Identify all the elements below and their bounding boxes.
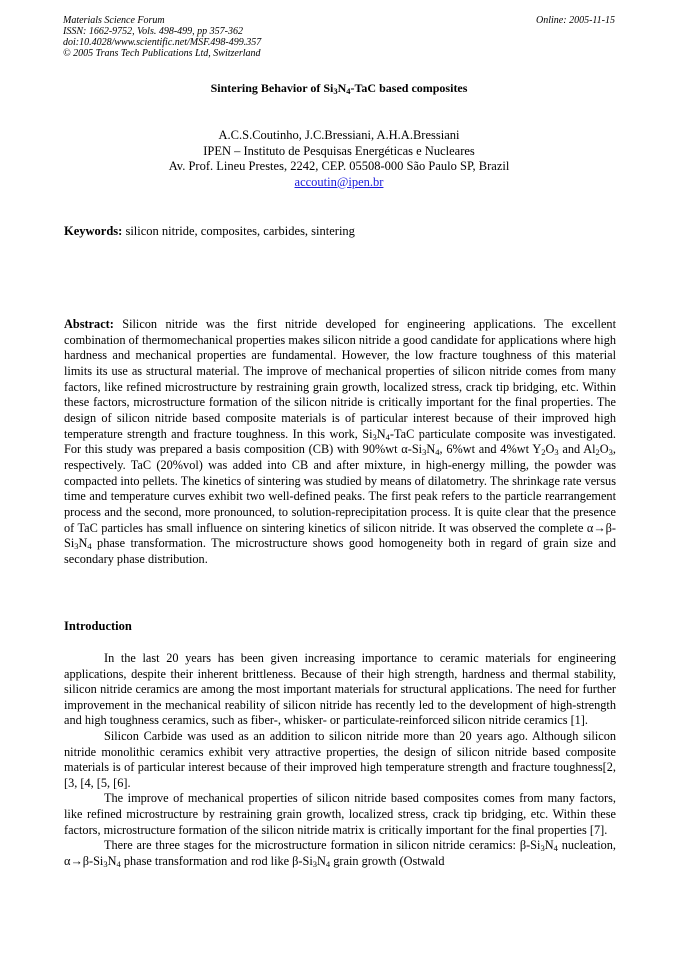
journal-copyright: © 2005 Trans Tech Publications Ltd, Switzerland xyxy=(63,48,261,59)
online-date: Online: 2005-11-15 xyxy=(536,15,615,26)
author-block xyxy=(0,128,678,190)
intro-paragraph: Silicon Carbide was used as an addition to silicon nitride more than 20 years ago. Although silicon nitride monolithic ceramics exhibit very attractive properties, the design of silicon nitride based composite materials is of particular interest because of their improved high temperature strength and fracture toughness[2, [3, [4, [5, [6]. xyxy=(64,728,616,790)
author-email-link[interactable]: accoutin@ipen.br xyxy=(294,174,384,189)
journal-doi: doi:10.4028/www.scientific.net/MSF.498-499.357 xyxy=(63,37,262,48)
keywords xyxy=(64,224,616,239)
keywords-label: Keywords: xyxy=(64,224,123,238)
introduction-body xyxy=(64,651,616,869)
intro-paragraph: There are three stages for the microstructure formation in silicon nitride ceramics: $\beta-Si_3N_4$ nucleation, $\alpha\to\beta-Si_3N_4$ phase transformation and rod like $\beta-Si_3N_4$ grain growth (Ostwald xyxy=(64,838,616,869)
journal-issn: ISSN: 1662-9752, Vols. 498-499, pp 357-362 xyxy=(63,26,243,37)
journal-name: Materials Science Forum xyxy=(63,15,165,26)
journal-header xyxy=(63,15,261,59)
keywords-text: silicon nitride, composites, carbides, sintering xyxy=(122,224,355,238)
paper-title: Sintering Behavior of $Si_3N_4$-TaC based composites xyxy=(210,81,468,96)
intro-paragraph: In the last 20 years has been given increasing importance to ceramic materials for engineering applications, despite their inherent brittleness. Because of their high strength, hardness and thermal stability, silicon nitride ceramics are among the most important materials for structural applications. The need for further improvement in the mechanical reability of silicon nitride has recently led to the development of high-strength and high toughness ceramics, such as fiber-, whisker- or particulate-reinforced silicon nitride ceramics [1]. xyxy=(64,651,616,728)
abstract: Abstract: Silicon nitride was the first nitride developed for engineering applications. The excellent combination of thermomechanical properties makes silicon nitride a good candidate for applications where high hardness and mechanical properties are fundamental. However, the low fracture toughness of this material limits its use as structural material. The improve of mechanical properties of silicon nitride comes from many factors, like refined microstructure by restraining grain growth, localized stress, crack tip bridging, etc. Within these factors, microstructure formation of the silicon nitride is critically important for the final properties. The design of silicon nitride based composite materials is of particular interest because of their improved high temperature strength and fracture toughness. In this work, $Si_3N_4$-TaC particulate composite was investigated. For this study was prepared a basis composition (CB) with 90%wt $\alpha-Si_3N_4$, 6%wt and 4%wt $Y_2O_3$ and $Al_2O_3$, respectively. TaC (20%vol) was added into CB and after mixture, in high-energy milling, the powder was compacted into pellets. The kinetics of sintering was studied by means of dilatometry. The shrinkage rate versus time and temperature curves exhibit two well-defined peaks. The first peak refers to the particle rearrangement process and the second, more pronounced, to solution-reprecipitation process. It is quite clear that the presence of TaC particles has small influence on sintering kinetics of silicon nitride. It was observed the complete $\alpha\to\beta-Si_3N_4$ phase transformation. The microstructure shows good homogeneity both in regard of grain size and secondary phase distribution. xyxy=(64,317,617,566)
author-names: A.C.S.Coutinho, J.C.Bressiani, A.H.A.Bressiani xyxy=(218,128,460,142)
abstract-label: Abstract: xyxy=(64,317,114,331)
author-address: Av. Prof. Lineu Prestes, 2242, CEP. 05508-000 São Paulo SP, Brazil xyxy=(168,159,510,173)
introduction-heading: Introduction xyxy=(64,619,132,633)
author-institute: IPEN – Instituto de Pesquisas Energéticas e Nucleares xyxy=(203,143,475,158)
intro-paragraph: The improve of mechanical properties of silicon nitride based composites comes from many factors, like refined microstructure by restraining grain growth, localized stress, crack tip bridging, etc. Within these factors, microstructure formation of the silicon nitride matrix is critically important for the final properties [7]. xyxy=(64,791,616,837)
